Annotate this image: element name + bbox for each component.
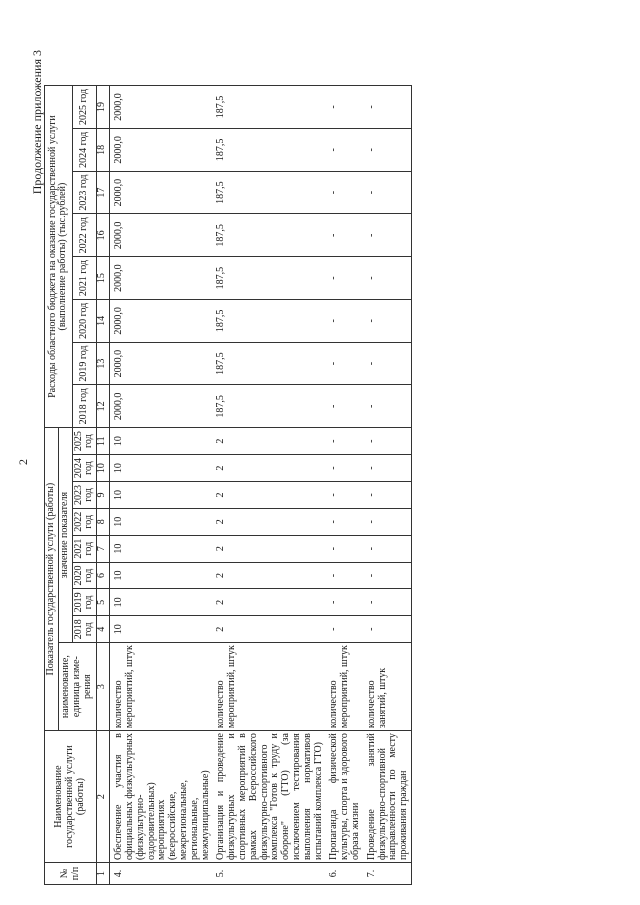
column-number: 1	[97, 863, 110, 885]
expense-value: 187,5	[212, 128, 325, 171]
column-number: 10	[97, 455, 110, 482]
expense-value: -	[363, 299, 412, 342]
expense-value: 187,5	[212, 214, 325, 257]
expense-value: -	[363, 385, 412, 428]
expense-value: 2000,0	[110, 214, 213, 257]
indicator-value: -	[325, 589, 362, 616]
indicator-value: -	[325, 535, 362, 562]
indicator-value: -	[363, 428, 412, 455]
header-year: 2025 год	[72, 428, 97, 455]
expense-value: -	[325, 214, 362, 257]
expense-value: -	[325, 86, 362, 129]
expense-value: -	[363, 257, 412, 300]
indicator-value: 10	[110, 508, 213, 535]
header-indicator-group: Показатель государственной услуги (работы)	[45, 428, 59, 731]
expense-value: -	[325, 171, 362, 214]
expense-value: -	[363, 128, 412, 171]
header-year: 2019 год	[72, 589, 97, 616]
expense-value: -	[363, 171, 412, 214]
indicator-value: 10	[110, 482, 213, 509]
service-name: Обеспечение участия в официальных физкультурных (физкультурно-оздоровительных) мероприятиях (всероссийские, межрегиональные, региональные, межмуниципальные)	[110, 731, 213, 863]
expense-value: 2000,0	[110, 171, 213, 214]
column-number: 18	[97, 128, 110, 171]
column-number: 7	[97, 535, 110, 562]
column-number: 12	[97, 385, 110, 428]
header-year: 2020 год	[72, 562, 97, 589]
header-year: 2024 год	[72, 455, 97, 482]
continuation-label: Продолжение приложения 3	[30, 50, 44, 195]
expense-value: 187,5	[212, 299, 325, 342]
column-number: 2	[97, 731, 110, 863]
indicator-value: 10	[110, 455, 213, 482]
indicator-value: 2	[212, 535, 325, 562]
indicator-value: 10	[110, 535, 213, 562]
column-number: 15	[97, 257, 110, 300]
column-number: 4	[97, 616, 110, 643]
header-year: 2018 год	[72, 616, 97, 643]
indicator-value: 2	[212, 508, 325, 535]
header-year: 2021 год	[72, 535, 97, 562]
expense-value: -	[325, 299, 362, 342]
column-number: 11	[97, 428, 110, 455]
indicator-unit: количество мероприятий, штук	[110, 643, 213, 731]
column-number: 14	[97, 299, 110, 342]
indicator-value: 2	[212, 455, 325, 482]
table-row	[212, 86, 325, 885]
header-year: 2020 год	[72, 299, 97, 342]
expense-value: -	[363, 214, 412, 257]
indicator-value: -	[325, 616, 362, 643]
column-number: 8	[97, 508, 110, 535]
header-expense-group: Расходы областного бюджета на оказание государственной услуги (выполнение работы) (тыс.рублей)	[45, 86, 73, 428]
indicator-value: -	[363, 535, 412, 562]
indicator-unit: количество мероприятий, штук	[325, 643, 362, 731]
expense-value: 187,5	[212, 342, 325, 385]
indicator-value: -	[325, 482, 362, 509]
header-year: 2022 год	[72, 508, 97, 535]
indicator-value: -	[325, 508, 362, 535]
expense-value: -	[325, 342, 362, 385]
expense-value: 187,5	[212, 385, 325, 428]
header-num: № п/п	[45, 863, 97, 885]
column-numbers-row	[97, 86, 110, 885]
indicator-value: 10	[110, 589, 213, 616]
indicator-value: -	[363, 455, 412, 482]
column-number: 13	[97, 342, 110, 385]
expense-value: 187,5	[212, 86, 325, 129]
page-number: 2	[16, 459, 30, 465]
indicator-value: 10	[110, 428, 213, 455]
column-number: 19	[97, 86, 110, 129]
table-row	[363, 86, 412, 885]
service-name: Пропаганда физической культуры, спорта и здорового образа жизни	[325, 731, 362, 863]
row-number: 6.	[325, 863, 362, 885]
column-number: 3	[97, 643, 110, 731]
indicator-value: 2	[212, 562, 325, 589]
indicator-value: 2	[212, 589, 325, 616]
indicator-value: 10	[110, 616, 213, 643]
expense-value: 187,5	[212, 257, 325, 300]
indicator-value: -	[363, 589, 412, 616]
expense-value: -	[363, 86, 412, 129]
indicator-value: 2	[212, 482, 325, 509]
column-number: 5	[97, 589, 110, 616]
table-row	[110, 86, 213, 885]
indicator-value: -	[363, 616, 412, 643]
header-year: 2019 год	[72, 342, 97, 385]
expense-value: -	[325, 257, 362, 300]
indicator-value: -	[325, 428, 362, 455]
indicator-value: 2	[212, 428, 325, 455]
expense-value: 187,5	[212, 171, 325, 214]
expense-value: -	[325, 128, 362, 171]
indicator-value: -	[363, 482, 412, 509]
header-year: 2024 год	[72, 128, 97, 171]
column-number: 17	[97, 171, 110, 214]
expense-value: 2000,0	[110, 86, 213, 129]
indicator-unit: количество занятий, штук	[363, 643, 412, 731]
column-number: 6	[97, 562, 110, 589]
row-number: 7.	[363, 863, 412, 885]
expense-value: -	[325, 385, 362, 428]
expense-value: 2000,0	[110, 342, 213, 385]
header-year: 2023 год	[72, 482, 97, 509]
indicator-value: -	[325, 562, 362, 589]
header-indicator-name: наименование, единица изме-рения	[58, 643, 96, 731]
header-year: 2023 год	[72, 171, 97, 214]
row-number: 5.	[212, 863, 325, 885]
column-number: 16	[97, 214, 110, 257]
indicator-value: 10	[110, 562, 213, 589]
expense-value: 2000,0	[110, 257, 213, 300]
header-year: 2018 год	[72, 385, 97, 428]
header-year: 2025 год	[72, 86, 97, 129]
indicator-value: -	[363, 508, 412, 535]
expense-value: 2000,0	[110, 299, 213, 342]
header-year: 2021 год	[72, 257, 97, 300]
row-number: 4.	[110, 863, 213, 885]
expense-value: 2000,0	[110, 385, 213, 428]
indicator-value: 2	[212, 616, 325, 643]
service-name: Организация и проведение физкультурных и спортивных мероприятий в рамках Всероссийского физкультурно-спортивного комплекса "Готов к труду и обороне" (ГТО) (за исключением тестирования выполнения нормативов испытаний комплекса ГТО)	[212, 731, 325, 863]
header-service-name: Наименование государственной услуги (работы)	[45, 731, 97, 863]
header-year: 2022 год	[72, 214, 97, 257]
indicator-unit: количество мероприятий, штук	[212, 643, 325, 731]
expense-value: -	[363, 342, 412, 385]
column-number: 9	[97, 482, 110, 509]
indicator-value: -	[363, 562, 412, 589]
table-row	[325, 86, 362, 885]
indicator-value: -	[325, 455, 362, 482]
header-indicator-values: значение показателя	[58, 428, 72, 643]
expenses-table	[44, 85, 412, 885]
expense-value: 2000,0	[110, 128, 213, 171]
service-name: Проведение занятий физкультурно-спортивной направленности по месту проживания граждан	[363, 731, 412, 863]
